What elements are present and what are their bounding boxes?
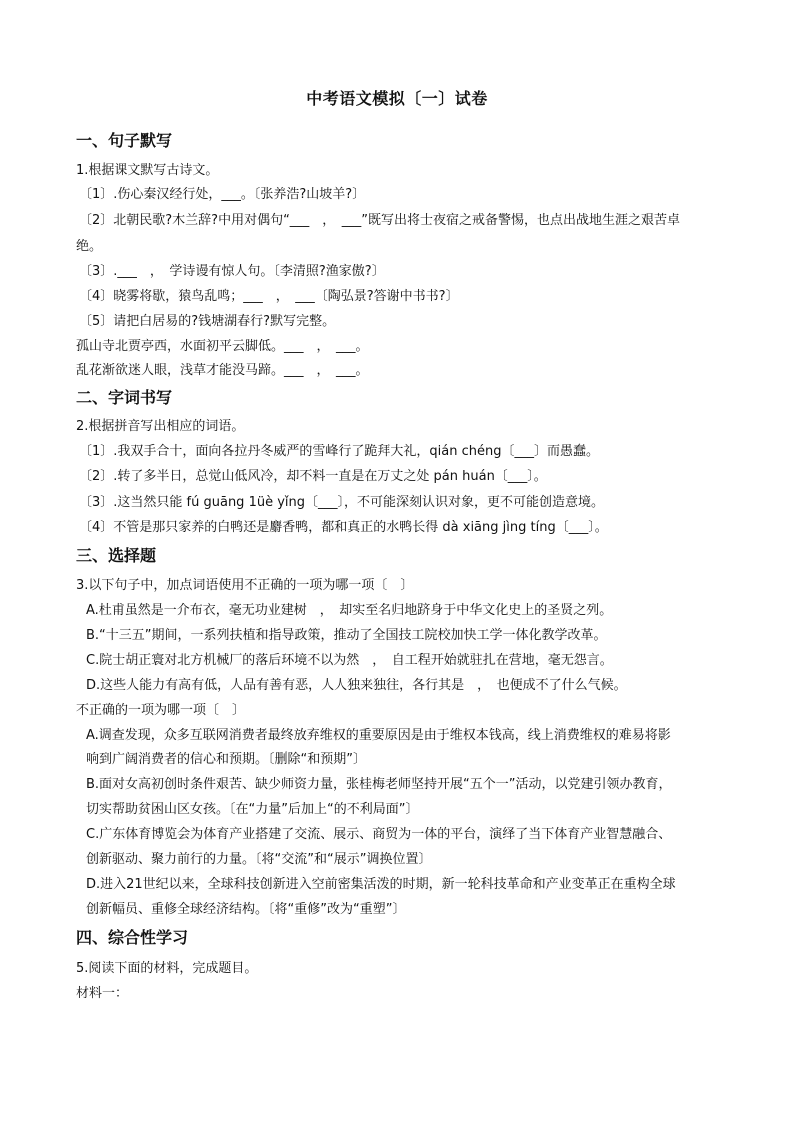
question-4-option-b-cont: 切实帮助贫困山区女孩。〔在“力量”后加上“的不利局面”〕 xyxy=(86,802,419,817)
question-2-item-1: 〔1〕.我双手合十，面向各拉丹冬威严的雪峰行了跪拜大礼，qián chéng〔___〕而愚蠢。 xyxy=(79,444,599,459)
question-1-prompt: 1.根据课文默写古诗文。 xyxy=(76,163,219,178)
question-2-item-3: 〔3〕.这当然只能 fú guāng 1üè yǐng〔___〕，不可能深刻认识对象，更不可能创造意境。 xyxy=(79,495,605,510)
question-3-prompt: 3.以下句子中，加点词语使用不正确的一项为哪一项〔 〕 xyxy=(76,578,414,593)
page-title: 中考语文模拟〔一〕试卷 xyxy=(306,89,488,108)
question-1-item-4: 〔4〕晓雾将歇，猿鸟乱鸣；___ ， ___〔陶弘景?答谢中书书?〕 xyxy=(79,289,459,304)
question-3-option-d: D.这些人能力有高有低，人品有善有恶，人人独来独往，各行其是 ， 也便成不了什么气候。 xyxy=(86,678,627,693)
question-4-option-d-cont: 创新幅员、重修全球经济结构。〔将“重修”改为“重塑”〕 xyxy=(86,902,406,917)
question-1-item-1: 〔1〕.伤心秦汉经行处，___。〔张养浩?山坡羊?〕 xyxy=(79,187,366,202)
question-4-option-b: B.面对女高初创时条件艰苦、缺少师资力量，张桂梅老师坚持开展“五个一”活动，以党建引领办教育， xyxy=(86,777,672,792)
question-2-item-4: 〔4〕不管是那只家养的白鸭还是麝香鸭，都和真正的水鸭长得 dà xiāng jìng tíng〔___〕。 xyxy=(79,520,608,535)
question-5-prompt: 5.阅读下面的材料，完成题目。 xyxy=(76,961,258,976)
question-3-option-b: B.“十三五”期间，一系列扶植和指导政策，推动了全国技工院校加快工学一体化教学改革。 xyxy=(86,628,607,643)
question-2-item-2: 〔2〕.转了多半日，总觉山低风冷，却不料一直是在万丈之处 pán huán〔___〕。 xyxy=(79,469,547,484)
question-4-option-a-cont: 响到广阔消费者的信心和预期。〔删除“和预期”〕 xyxy=(86,752,366,767)
section-heading-sentence-dictation: 一、句子默写 xyxy=(76,131,173,150)
question-1-poem-line-1: 孤山寺北贾亭西，水面初平云脚低。___ ， ___。 xyxy=(76,339,369,354)
question-2-prompt: 2.根据拼音写出相应的词语。 xyxy=(76,419,245,434)
section-heading-comprehensive-learning: 四、综合性学习 xyxy=(76,928,189,947)
question-3-option-a: A.杜甫虽然是一介布衣，毫无功业建树 ， 却实至名归地跻身于中华文化史上的圣贤之列。 xyxy=(86,603,613,618)
section-heading-word-writing: 二、字词书写 xyxy=(76,388,173,407)
question-4-option-c: C.广东体育博览会为体育产业搭建了交流、展示、商贸为一体的平台，演绎了当下体育产业智慧融合、 xyxy=(86,827,672,842)
section-heading-multiple-choice: 三、选择题 xyxy=(76,546,157,565)
question-1-item-5: 〔5〕请把白居易的?钱塘湖春行?默写完整。 xyxy=(79,314,336,329)
question-1-poem-line-2: 乱花渐欲迷人眼，浅草才能没马蹄。___ ， ___。 xyxy=(76,363,369,378)
question-4-option-a: A.调查发现，众多互联网消费者最终放弃维权的重要原因是由于维权本钱高，线上消费维权的难易将影 xyxy=(86,728,671,743)
question-4-option-c-cont: 创新驱动、聚力前行的力量。〔将“交流”和“展示”调换位置〕 xyxy=(86,852,432,867)
question-4-option-d: D.进入21世纪以来，全球科技创新进入空前密集活泼的时期，新一轮科技革命和产业变革正在重构全球 xyxy=(86,877,676,892)
question-1-item-3: 〔3〕.___ ， 学诗谩有惊人句。〔李清照?渔家傲?〕 xyxy=(79,264,385,279)
question-1-item-2: 〔2〕北朝民歌?木兰辞?中用对偶句“___ ， ___”既写出将士夜宿之戒备警惕，也点出战地生涯之艰苦卓 xyxy=(79,213,681,228)
material-1-label: 材料一： xyxy=(76,986,129,1001)
question-4-prompt: 不正确的一项为哪一项〔 〕 xyxy=(76,703,246,718)
question-1-item-2-cont: 绝。 xyxy=(76,239,103,254)
question-3-option-c: C.院士胡正寰对北方机械厂的落后环境不以为然 ， 自工程开始就驻扎在营地，毫无怨言。 xyxy=(86,653,613,668)
